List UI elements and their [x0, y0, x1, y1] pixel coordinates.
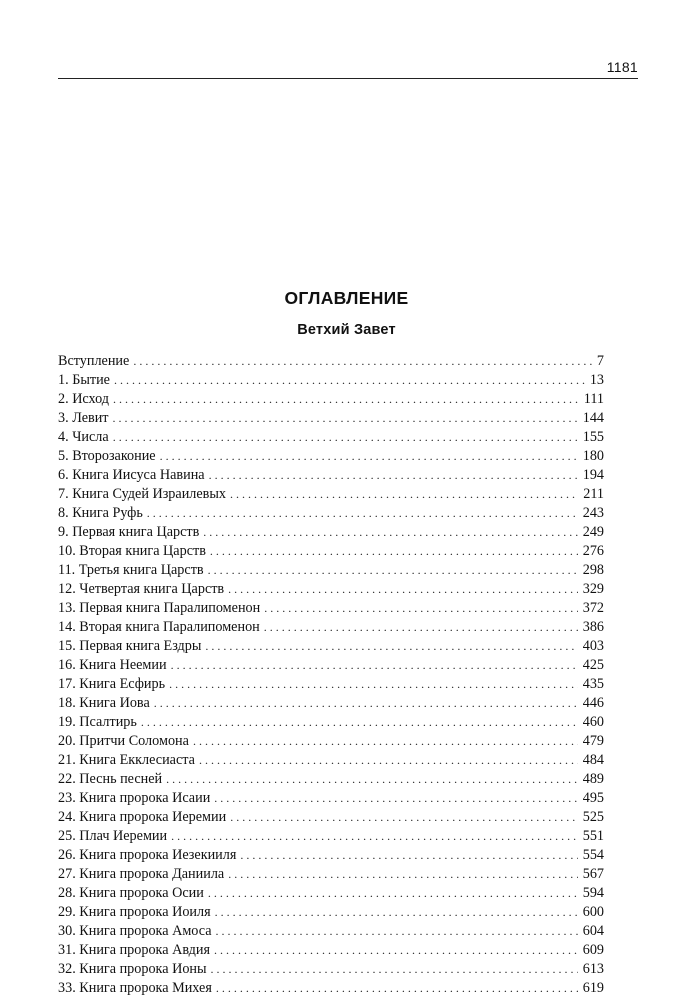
toc-entry-page-number: 613 — [582, 961, 604, 977]
toc-entry-page-number: 619 — [582, 980, 604, 996]
toc-entry-page-number: 435 — [582, 676, 604, 692]
toc-entry[interactable] — [58, 580, 604, 599]
toc-entry[interactable] — [58, 770, 604, 789]
toc-entry-title: 24. Книга пророка Иеремии — [58, 809, 227, 825]
toc-entry[interactable] — [58, 979, 604, 998]
dot-leader — [205, 637, 577, 656]
toc-entry-page-number: 155 — [582, 429, 604, 445]
dot-leader — [228, 865, 578, 884]
dot-leader — [133, 352, 592, 371]
section-subtitle: Ветхий Завет — [297, 322, 396, 338]
dot-leader — [113, 390, 579, 409]
toc-entry-page-number: 372 — [582, 600, 604, 616]
toc-entry-page-number: 211 — [583, 486, 604, 502]
toc-entry-title: 9. Первая книга Царств — [58, 524, 200, 540]
toc-entry-page-number: 460 — [582, 714, 604, 730]
dot-leader — [216, 922, 578, 941]
toc-entry-title: 31. Книга пророка Авдия — [58, 942, 211, 958]
toc-entry-page-number: 609 — [582, 942, 604, 958]
toc-entry[interactable] — [58, 561, 604, 580]
toc-entry-page-number: 525 — [582, 809, 604, 825]
dot-leader — [208, 884, 578, 903]
toc-entry-page-number: 386 — [582, 619, 604, 635]
dot-leader — [209, 466, 578, 485]
toc-entry-page-number: 13 — [589, 372, 604, 388]
toc-entry-title: 29. Книга пророка Иоиля — [58, 904, 211, 920]
toc-entry[interactable] — [58, 352, 604, 371]
toc-entry-title: 27. Книга пророка Даниила — [58, 866, 225, 882]
dot-leader — [147, 504, 578, 523]
toc-entry-title: 4. Числа — [58, 429, 109, 445]
toc-entry-page-number: 249 — [582, 524, 604, 540]
toc-entry-title: 20. Притчи Соломона — [58, 733, 189, 749]
dot-leader — [114, 371, 585, 390]
toc-entry-title: 3. Левит — [58, 410, 109, 426]
toc-entry-title: 25. Плач Иеремии — [58, 828, 168, 844]
toc-entry-page-number: 144 — [582, 410, 604, 426]
toc-entry-page-number: 7 — [596, 353, 604, 369]
toc-entry[interactable] — [58, 903, 604, 922]
dot-leader — [166, 770, 578, 789]
toc-entry[interactable] — [58, 428, 604, 447]
toc-entry-title: 16. Книга Неемии — [58, 657, 167, 673]
dot-leader — [228, 580, 578, 599]
dot-leader — [216, 979, 578, 998]
toc-entry-title: 26. Книга пророка Иезекииля — [58, 847, 237, 863]
toc-entry-title: 33. Книга пророка Михея — [58, 980, 212, 996]
dot-leader — [199, 751, 578, 770]
toc-entry[interactable] — [58, 656, 604, 675]
toc-entry-page-number: 276 — [582, 543, 604, 559]
toc-entry-page-number: 243 — [582, 505, 604, 521]
dot-leader — [169, 675, 578, 694]
toc-entry-title: 2. Исход — [58, 391, 109, 407]
toc-entry-title: 7. Книга Судей Израилевых — [58, 486, 226, 502]
toc-entry-page-number: 329 — [582, 581, 604, 597]
dot-leader — [264, 618, 578, 637]
toc-entry[interactable] — [58, 542, 604, 561]
dot-leader — [210, 542, 578, 561]
dot-leader — [240, 846, 577, 865]
dot-leader — [160, 447, 578, 466]
toc-entry[interactable] — [58, 827, 604, 846]
toc-entry[interactable] — [58, 390, 604, 409]
toc-entry-title: 10. Вторая книга Царств — [58, 543, 206, 559]
toc-entry[interactable] — [58, 599, 604, 618]
toc-entry-title: 12. Четвертая книга Царств — [58, 581, 225, 597]
toc-entry[interactable] — [58, 884, 604, 903]
toc-entry-title: 14. Вторая книга Паралипоменон — [58, 619, 260, 635]
toc-entry[interactable] — [58, 618, 604, 637]
dot-leader — [141, 713, 578, 732]
toc-entry[interactable] — [58, 960, 604, 979]
toc-entry-title: Вступление — [58, 353, 130, 369]
toc-entry[interactable] — [58, 846, 604, 865]
toc-entry[interactable] — [58, 941, 604, 960]
toc-entry[interactable] — [58, 637, 604, 656]
toc-entry-page-number: 446 — [582, 695, 604, 711]
toc-entry-title: 8. Книга Руфь — [58, 505, 143, 521]
toc-entry-title: 22. Песнь песней — [58, 771, 163, 787]
dot-leader — [264, 599, 577, 618]
toc-entry[interactable] — [58, 922, 604, 941]
toc-entry-page-number: 604 — [582, 923, 604, 939]
dot-leader — [211, 960, 578, 979]
dot-leader — [193, 732, 578, 751]
dot-leader — [154, 694, 578, 713]
dot-leader — [203, 523, 577, 542]
toc-entry-page-number: 403 — [582, 638, 604, 654]
toc-entry-title: 19. Псалтирь — [58, 714, 137, 730]
toc-entry-page-number: 489 — [582, 771, 604, 787]
dot-leader — [230, 485, 578, 504]
toc-entry-page-number: 594 — [582, 885, 604, 901]
toc-entry[interactable] — [58, 789, 604, 808]
toc-entry-title: 17. Книга Есфирь — [58, 676, 166, 692]
toc-entry-page-number: 600 — [582, 904, 604, 920]
toc-entry-title: 6. Книга Иисуса Навина — [58, 467, 205, 483]
toc-entry-page-number: 425 — [582, 657, 604, 673]
header-rule — [58, 78, 638, 79]
toc-entry[interactable] — [58, 694, 604, 713]
dot-leader — [208, 561, 578, 580]
toc-entry-page-number: 111 — [583, 391, 604, 407]
page-header — [58, 58, 638, 78]
dot-leader — [214, 941, 578, 960]
toc-entry[interactable] — [58, 808, 604, 827]
toc-entry[interactable] — [58, 865, 604, 884]
dot-leader — [113, 428, 578, 447]
toc-entry-title: 32. Книга пророка Ионы — [58, 961, 207, 977]
toc-entry-page-number: 567 — [582, 866, 604, 882]
toc-entry[interactable] — [58, 675, 604, 694]
toc-entry-title: 5. Второзаконие — [58, 448, 156, 464]
toc-entry[interactable] — [58, 732, 604, 751]
toc-entry-title: 30. Книга пророка Амоса — [58, 923, 212, 939]
dot-leader — [113, 409, 578, 428]
dot-leader — [171, 827, 578, 846]
toc-entry[interactable] — [58, 713, 604, 732]
toc-entry-title: 21. Книга Екклесиаста — [58, 752, 195, 768]
toc-entry-page-number: 298 — [582, 562, 604, 578]
toc-entry[interactable] — [58, 466, 604, 485]
toc-entry-page-number: 551 — [582, 828, 604, 844]
toc-entry[interactable] — [58, 504, 604, 523]
toc-entry[interactable] — [58, 751, 604, 770]
page-title: ОГЛАВЛЕНИЕ — [284, 288, 409, 308]
dot-leader — [171, 656, 578, 675]
toc-entry-title: 11. Третья книга Царств — [58, 562, 204, 578]
dot-leader — [215, 903, 578, 922]
toc-entry-page-number: 495 — [582, 790, 604, 806]
dot-leader — [230, 808, 578, 827]
toc-entry-title: 28. Книга пророка Осии — [58, 885, 204, 901]
toc-entry-page-number: 194 — [582, 467, 604, 483]
toc-entry-page-number: 180 — [582, 448, 604, 464]
toc-entry-page-number: 484 — [582, 752, 604, 768]
toc-entry-title: 18. Книга Иова — [58, 695, 150, 711]
toc-entry[interactable] — [58, 523, 604, 542]
table-of-contents — [58, 352, 604, 998]
toc-entry[interactable] — [58, 485, 604, 504]
toc-entry-title: 1. Бытие — [58, 372, 110, 388]
toc-entry-page-number: 554 — [582, 847, 604, 863]
dot-leader — [214, 789, 577, 808]
toc-entry-title: 13. Первая книга Паралипоменон — [58, 600, 261, 616]
page-number: 1181 — [606, 59, 638, 75]
toc-entry[interactable] — [58, 447, 604, 466]
toc-entry-title: 23. Книга пророка Исаии — [58, 790, 211, 806]
toc-entry-title: 15. Первая книга Ездры — [58, 638, 202, 654]
toc-entry-page-number: 479 — [582, 733, 604, 749]
toc-entry[interactable] — [58, 371, 604, 390]
toc-entry[interactable] — [58, 409, 604, 428]
